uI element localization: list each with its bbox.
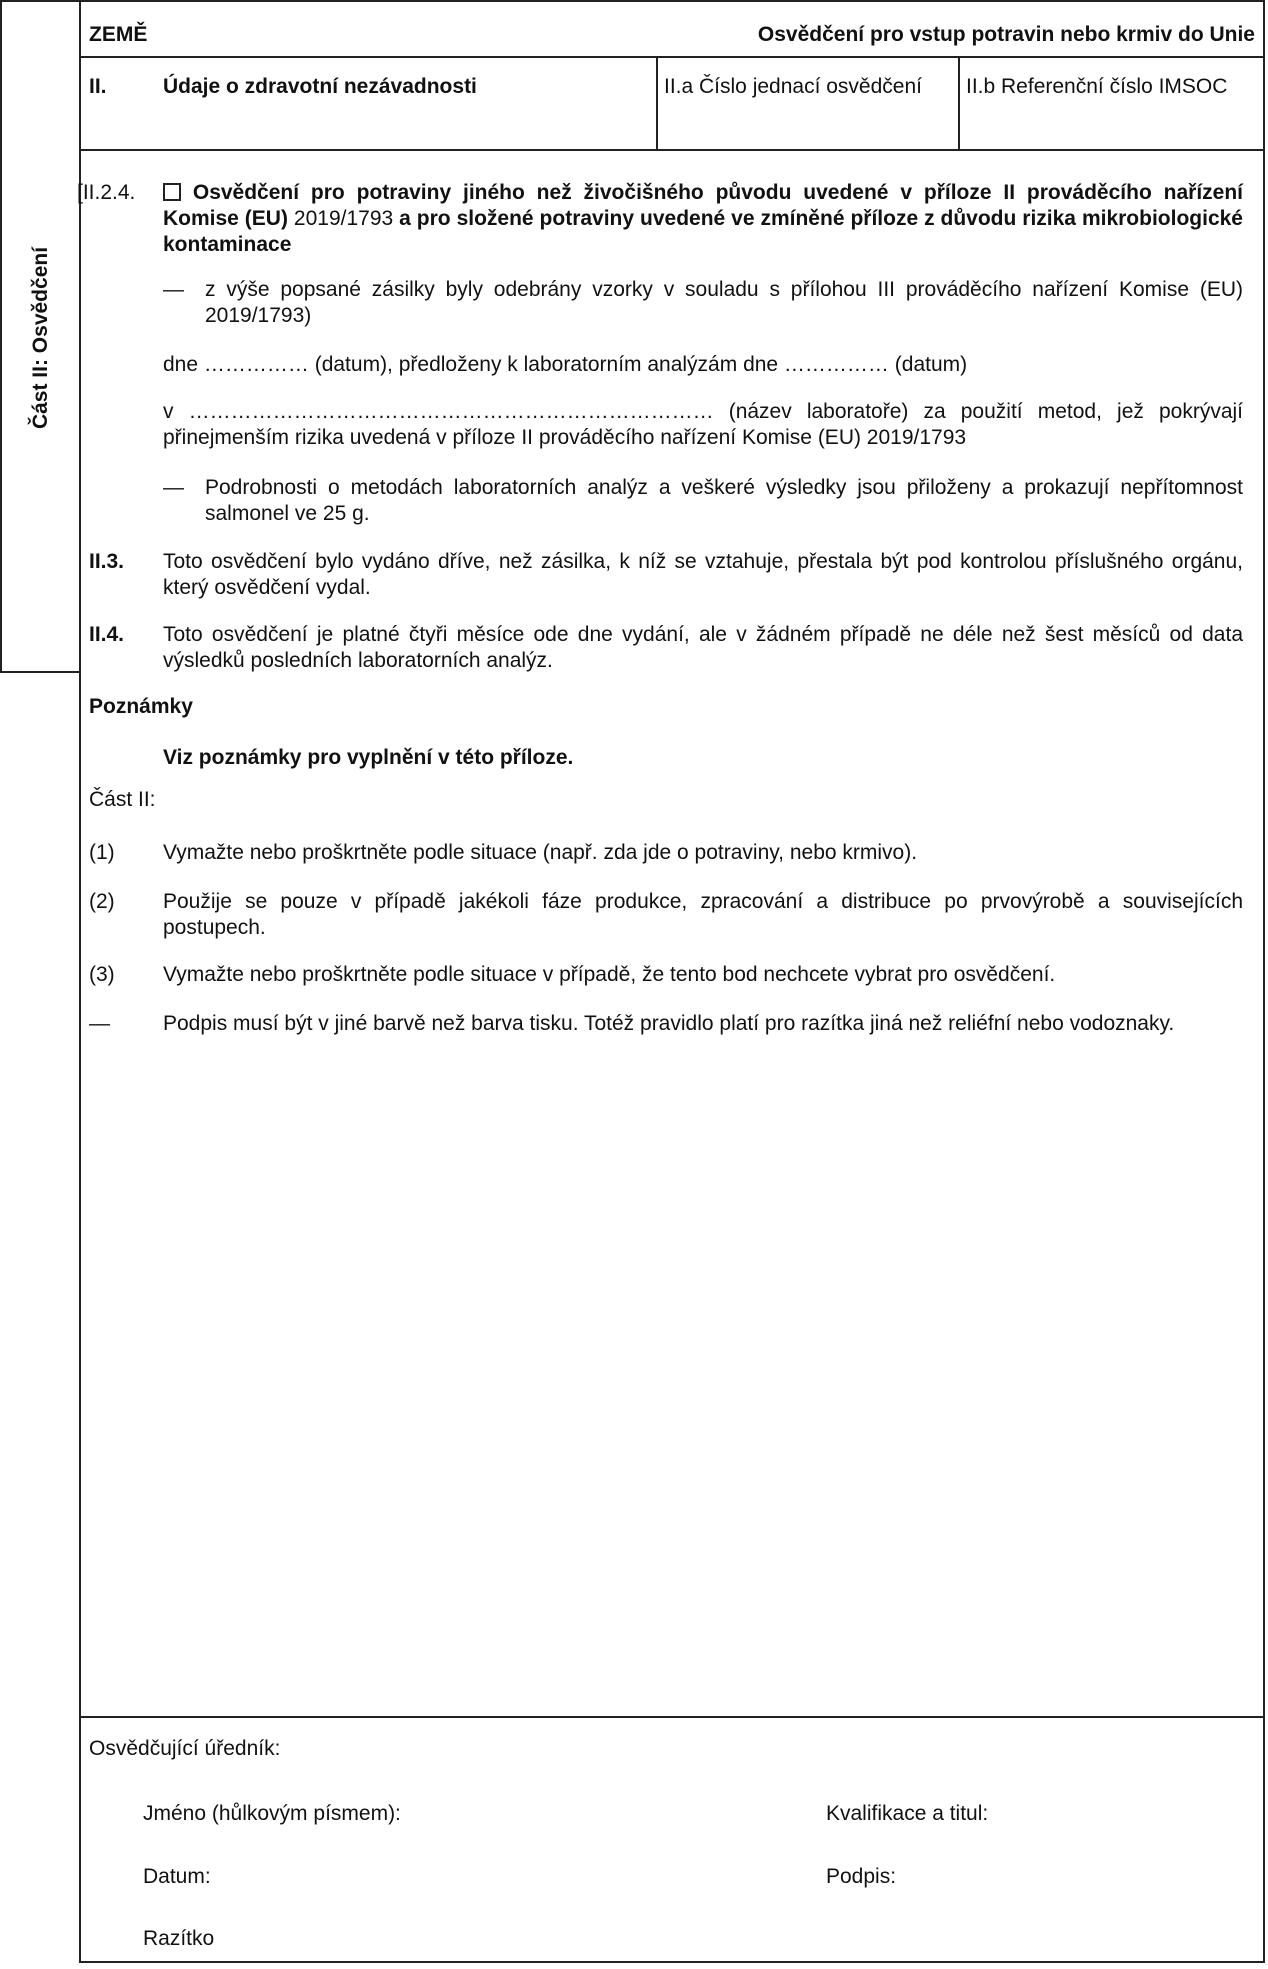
ref-a-label: II.a Číslo jednací osvědčení — [664, 75, 922, 98]
item-224-heading — [163, 180, 1243, 258]
date-label: Datum: — [143, 1865, 211, 1888]
certificate-frame — [79, 0, 1265, 1963]
ref-b-label: II.b Referenční číslo IMSOC — [966, 75, 1228, 98]
header-title: Osvědčení pro vstup potravin nebo krmiv do Unie — [757, 23, 1255, 46]
bullet2-text: Podrobnosti o metodách laboratorních analýz a veškeré výsledky jsou přiloženy a prokazují nepřítomnost salmonel ve 25 g. — [205, 476, 1243, 525]
officer-label: Osvědčující úředník: — [89, 1737, 281, 1760]
qualification-label: Kvalifikace a titul: — [826, 1802, 989, 1825]
section-bottom-line — [81, 149, 1263, 151]
note-3-number: (3) — [89, 963, 115, 986]
notes-subheading: Viz poznámky pro vyplnění v této příloze. — [163, 746, 574, 769]
name-label: Jméno (hůlkovým písmem): — [143, 1802, 401, 1825]
notes-heading: Poznámky — [89, 695, 193, 718]
note-3-text: Vymažte nebo proškrtněte podle situace v případě, že tento bod nechcete vybrat pro osvědčení. — [163, 963, 1056, 986]
item-23-number: II.3. — [89, 550, 125, 573]
note-4-number: — — [89, 1012, 110, 1035]
header-country: ZEMĚ — [89, 23, 148, 46]
note-4-text: Podpis musí být v jiné barvě než barva tisku. Totéž pravidlo platí pro razítka jiná než reliéfní nebo vodoznaky. — [163, 1012, 1175, 1035]
notes-part-label: Část II: — [89, 788, 156, 811]
item-24-text: Toto osvědčení je platné čtyři měsíce ode dne vydání, ale v žádném případě ne déle než šest měsíců od data výsledků posledních laboratorních analýz. — [163, 623, 1243, 672]
heading-part2: a pro složené potraviny uvedené ve zmíněné příloze z důvodu rizika mikrobiologické kontaminace — [163, 207, 1243, 256]
item-24-number: II.4. — [89, 623, 125, 646]
section-divider-b — [958, 56, 960, 149]
item-224-number: [II.2.4. — [77, 181, 136, 204]
section-divider-a — [656, 56, 658, 149]
date-line: dne …………… (datum), předloženy k laboratorním analýzám dne …………… (datum) — [163, 353, 968, 376]
heading-part1: Osvědčení pro potraviny jiného než živočišného původu uvedené v příloze II prováděcího nařízení Komise (EU) — [163, 181, 1243, 230]
bullet1-dash: — — [163, 278, 184, 301]
lab-line: v ………………………………………………………………… (název laboratoře) za použití metod, jež pokrývají přinejmenším rizika uvedená v příloze II prováděcího nařízení Komise (EU) 2019/1793 — [163, 400, 1243, 449]
signature-divider — [81, 1716, 1263, 1718]
heading-regulation: 2019/1793 — [293, 207, 394, 230]
side-panel — [0, 0, 79, 673]
checkbox-icon[interactable] — [163, 183, 181, 201]
bullet1-text: z výše popsané zásilky byly odebrány vzorky v souladu s přílohou III prováděcího nařízení Komise (EU) 2019/1793) — [205, 278, 1243, 327]
section-number: II. — [89, 75, 107, 98]
note-1-number: (1) — [89, 841, 115, 864]
note-2-number: (2) — [89, 890, 115, 913]
bullet2-dash: — — [163, 476, 184, 499]
stamp-label: Razítko — [143, 1927, 215, 1950]
header-divider — [81, 56, 1263, 58]
item-23-text: Toto osvědčení bylo vydáno dříve, než zásilka, k níž se vztahuje, přestala být pod kontrolou příslušného orgánu, který osvědčení vydal. — [163, 550, 1243, 599]
side-label: Část II: Osvědčení — [29, 246, 52, 430]
note-1-text: Vymažte nebo proškrtněte podle situace (např. zda jde o potraviny, nebo krmivo). — [163, 841, 918, 864]
note-2-text: Použije se pouze v případě jakékoli fáze produkce, zpracování a distribuce po prvovýrobě a souvisejících postupech. — [163, 890, 1243, 939]
section-title: Údaje o zdravotní nezávadnosti — [163, 75, 477, 98]
sign-label: Podpis: — [826, 1865, 897, 1888]
